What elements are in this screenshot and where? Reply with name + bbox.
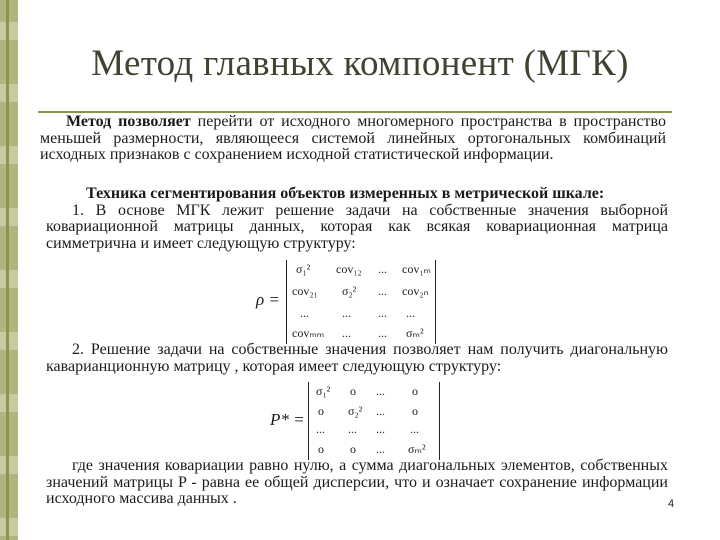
matrix-cell: ... [376,442,385,456]
matrix-cell: σ₁² [296,262,311,276]
matrix-cell: σ₂² [348,404,363,418]
matrix-cell: o [350,442,356,456]
matrix-cell: o [412,384,418,398]
matrix-cell: ... [316,422,325,436]
matrix-cell: ... [378,326,387,340]
matrix-label: P* = [270,410,305,429]
technique-item-1: 1. В основе МГК лежит решение задачи на собственные значения выборной ковариационной матрицы данных, которая как всякая ковариационная матрица симметрична и имеет следующую структуру: [46,201,668,252]
matrix-cell: ... [376,384,385,398]
intro-bold-lead: Метод позволяет [66,113,191,130]
technique-heading: Техника сегментирования объектов измеренных в метрической шкале: [86,185,605,202]
matrix-cell: cov₂₁ [292,284,318,298]
matrix-cell: ... [378,306,387,320]
matrix-cell: o [350,384,356,398]
matrix-cell: ... [376,422,385,436]
matrix-cell: σ₂² [342,284,357,298]
matrix-cell: cov₂ₙ [402,284,429,298]
matrix-cell: σₘ² [406,326,424,340]
decorative-sidebar [0,0,18,540]
matrix-cell: ... [378,284,387,298]
matrix-cell: o [318,442,324,456]
matrix-cell: o [318,404,324,418]
matrix-cell: ... [342,306,351,320]
covariance-matrix [256,260,446,344]
intro-paragraph [40,114,666,164]
page-number: 4 [668,498,675,510]
conclusion-paragraph: где значения ковариации равно нулю, а сумма диагональных элементов, собственных значений матрицы P - равна ее общей дисперсии, что и означает сохранение информации исходного массива данных . [46,457,668,508]
matrix-cell: ... [378,262,387,276]
technique-block [46,186,668,252]
diagonal-matrix [270,382,446,460]
item-2-paragraph: 2. Решение задачи на собственные значения позволяет нам получить диагональную каварианционную матрицу , которая имеет следующую структуру: [46,341,668,375]
matrix-label: ρ = [256,290,280,309]
matrix-cell: ... [406,306,415,320]
matrix-cell: σ₁² [316,384,331,398]
matrix-cell: cov₁ₘ [402,262,431,276]
slide-title: Метод главных компонент (МГК) [91,43,629,84]
matrix-cell: cov₁₂ [336,262,362,276]
matrix-cell: ... [342,326,351,340]
matrix-cell: σₘ² [408,442,426,456]
matrix-cell: ... [376,404,385,418]
matrix-cell: ... [410,422,419,436]
intro-text: перейти от исходного многомерного пространства в пространство меньшей размерности, являющееся системой линейных ортогональных комбинаций исходных признаков с сохранением исходной статистической информации. [40,113,666,164]
matrix-cell: ... [300,306,309,320]
matrix-cell: ... [348,422,357,436]
matrix-cell: o [412,404,418,418]
matrix-cell: covₘₘ [292,326,325,340]
